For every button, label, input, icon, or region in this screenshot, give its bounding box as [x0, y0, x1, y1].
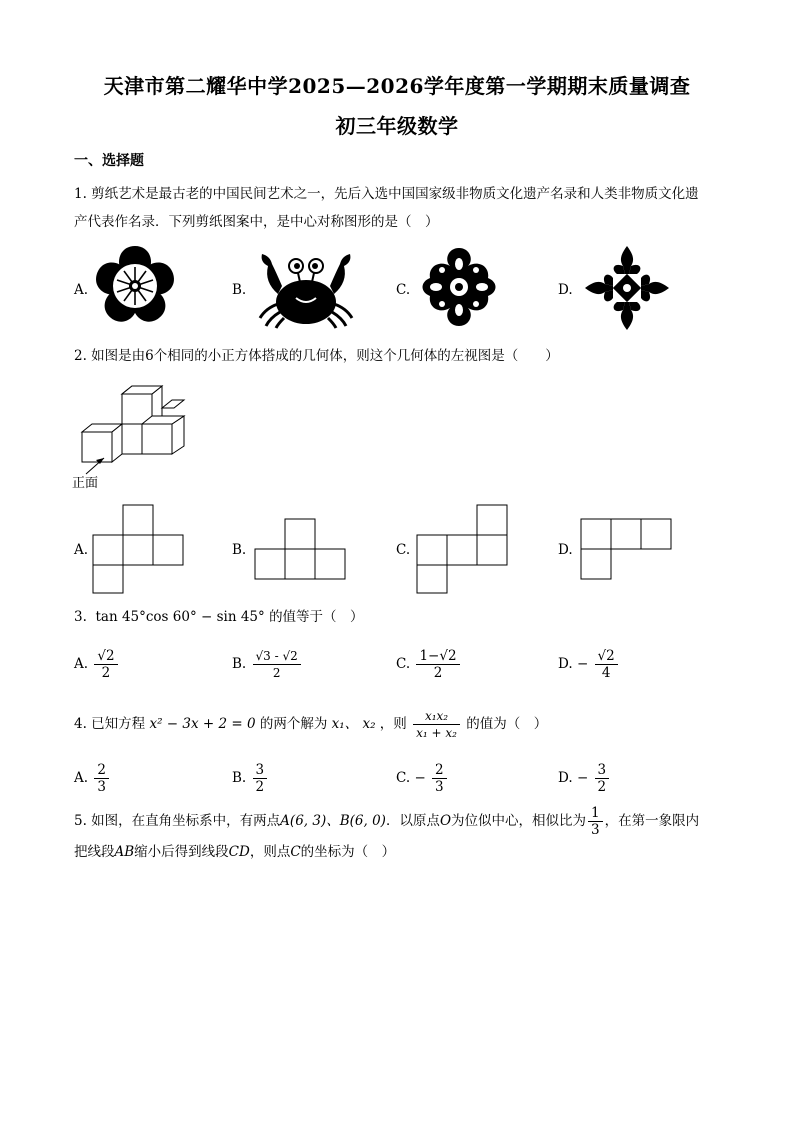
- question-4-roots: x₁、 x₂: [331, 716, 376, 732]
- q5-text-e: ，在第一象限内: [604, 813, 700, 829]
- q3-c-denominator: 2: [433, 665, 443, 681]
- question-5-line-1: [74, 805, 734, 838]
- q1-option-d-label: D.: [558, 282, 573, 298]
- q5-text-h: ，则点: [249, 844, 291, 860]
- q5-text-g: 缩小后得到线段: [134, 844, 229, 860]
- q3-option-c: [396, 648, 462, 681]
- q3-c-numerator: 1−√2: [416, 648, 459, 665]
- q3-option-b: [232, 648, 303, 681]
- question-4-mid: 的两个解为: [259, 716, 328, 732]
- q2-option-a-view: [92, 504, 186, 594]
- q3-b-denominator: 2: [272, 666, 281, 680]
- q4-c-sign: −: [414, 770, 426, 786]
- front-view-label: 正面: [72, 476, 99, 491]
- exam-title: 天津市第二耀华中学2025—2026学年度第一学期期末质量调查: [103, 74, 691, 98]
- q5-ratio-numerator: 1: [588, 805, 603, 822]
- q4-d-numerator: 3: [595, 762, 610, 779]
- q4-d-sign: −: [576, 770, 589, 786]
- q3-a-numerator: √2: [94, 648, 117, 665]
- q1-option-a-label: A.: [74, 282, 89, 298]
- q2-option-c-label: C.: [396, 542, 411, 558]
- q3-option-b-label: B.: [232, 656, 247, 672]
- q4-option-c: [396, 762, 449, 795]
- fleur-papercut-icon: [582, 244, 672, 332]
- q2-option-b-view: [254, 518, 348, 580]
- q5-text-d: 为位似中心，相似比为: [451, 813, 587, 829]
- q4-option-d-label: D.: [558, 770, 573, 786]
- q3-b-numerator: √3 - √2: [253, 648, 301, 665]
- q4-c-denominator: 3: [435, 779, 444, 795]
- q5-segment-cd: CD: [228, 844, 250, 860]
- q4-b-denominator: 2: [255, 779, 265, 795]
- q4-a-numerator: 2: [94, 762, 109, 779]
- q3-a-denominator: 2: [101, 665, 111, 681]
- question-4: [74, 708, 724, 741]
- q3-option-a-label: A.: [74, 656, 89, 672]
- q5-text-i: 的坐标为（ ）: [300, 844, 396, 860]
- q2-option-a-label: A.: [74, 542, 89, 558]
- q5-text-a: 5. 如图，在直角坐标系中，有两点: [74, 813, 281, 829]
- q1-option-b-label: B.: [232, 282, 247, 298]
- question-1-line-1: 1. 剪纸艺术是最古老的中国民间艺术之一，先后入选中国国家级非物质文化遗产名录和人类非物质文化遗: [74, 186, 699, 202]
- question-3: [74, 603, 724, 631]
- q2-option-d-label: D.: [558, 542, 573, 558]
- question-1: [74, 180, 724, 236]
- crab-papercut-icon: [256, 252, 356, 328]
- q2-option-c-view: [416, 504, 510, 594]
- q3-option-c-label: C.: [396, 656, 411, 672]
- q5-segment-ab: AB: [114, 844, 135, 860]
- ornament-papercut-icon: [418, 246, 500, 328]
- q3-option-d-label: D.: [558, 656, 573, 672]
- q5-point-c: C: [290, 844, 301, 860]
- cube-solid-figure: [80, 386, 200, 466]
- exam-subtitle: 初三年级数学: [335, 114, 459, 138]
- q3-option-a: [74, 648, 120, 681]
- q5-points: A(6, 3)、B(6, 0): [280, 813, 386, 829]
- question-3-number: 3.: [74, 609, 87, 625]
- q4-c-numerator: 2: [432, 762, 447, 779]
- question-3-expression: tan 45°cos 60° − sin 45°: [95, 609, 265, 625]
- question-4-suffix: 的值为（ ）: [466, 716, 548, 732]
- q4-d-denominator: 2: [597, 779, 607, 795]
- q3-d-sign: −: [576, 656, 589, 672]
- q4-option-a-label: A.: [74, 770, 89, 786]
- question-1-line-2: 产代表作名录．下列剪纸图案中，是中心对称图形的是（ ）: [74, 214, 439, 230]
- question-4-equation: x² − 3x + 2 = 0: [149, 716, 256, 732]
- q3-d-numerator: √2: [595, 648, 618, 665]
- question-5: [74, 805, 734, 866]
- q4-option-b: [232, 762, 269, 795]
- question-4-frac-numerator: x₁x₂: [413, 708, 460, 725]
- question-5-line-2: [74, 838, 734, 866]
- q3-d-denominator: 4: [601, 665, 611, 681]
- q4-option-a: [74, 762, 111, 795]
- q4-option-b-label: B.: [232, 770, 247, 786]
- question-4-prefix: 4. 已知方程: [74, 716, 146, 732]
- q4-option-c-label: C.: [396, 770, 411, 786]
- q1-option-c-label: C.: [396, 282, 411, 298]
- question-3-suffix: 的值等于（ ）: [269, 609, 364, 625]
- q5-text-f: 把线段: [74, 844, 115, 860]
- q4-a-denominator: 3: [97, 779, 106, 795]
- q2-option-b-label: B.: [232, 542, 247, 558]
- question-2: 2. 如图是由6个相同的小正方体搭成的几何体，则这个几何体的左视图是（ ）: [74, 348, 559, 364]
- q2-option-d-view: [580, 518, 674, 580]
- q5-origin: O: [439, 813, 452, 829]
- section-heading: 一、选择题: [74, 153, 144, 169]
- q5-ratio-denominator: 3: [591, 822, 600, 838]
- q5-text-c: ．以原点: [385, 813, 440, 829]
- flower-papercut-icon: [92, 244, 178, 328]
- question-4-frac-denominator: x₁ + x₂: [416, 726, 457, 740]
- q4-b-numerator: 3: [253, 762, 268, 779]
- q4-option-d: [558, 762, 611, 795]
- q3-option-d: [558, 648, 620, 681]
- question-4-then: ，则: [379, 716, 407, 732]
